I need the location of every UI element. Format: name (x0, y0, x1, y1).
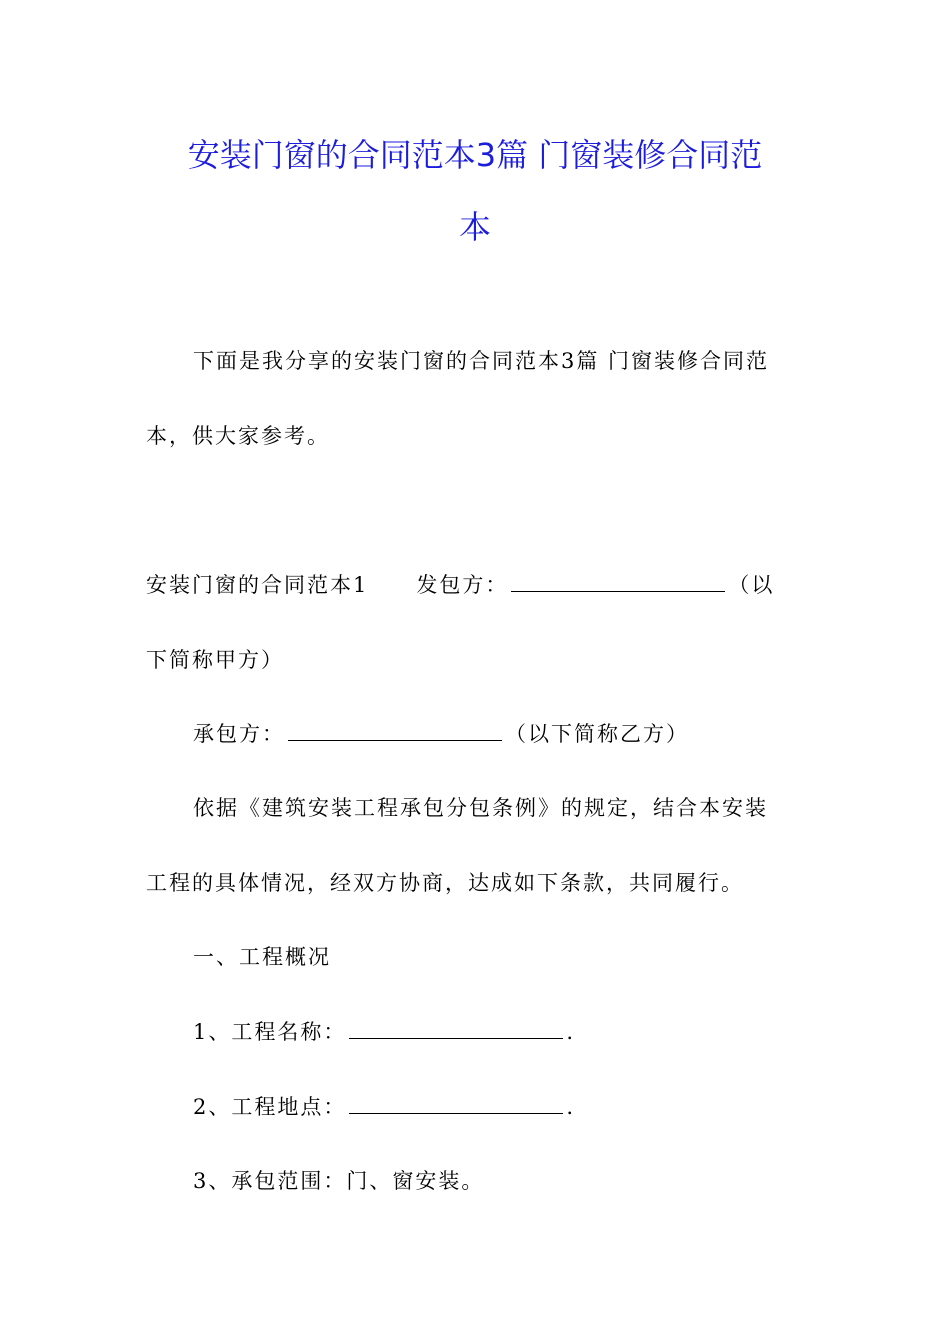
party-b-suffix: （以下简称乙方） (505, 722, 689, 746)
section-1-heading: 安装门窗的合同范本1 (146, 573, 369, 597)
basis-paragraph-line-1: 依据《建筑安装工程承包分包条例》的规定，结合本安装 (193, 796, 768, 820)
party-a-line-2: 下简称甲方） (146, 648, 284, 672)
intro-paragraph-line-2: 本，供大家参考。 (146, 424, 330, 448)
document-title-line-1: 安装门窗的合同范本3篇 门窗装修合同范 (187, 136, 763, 174)
party-b-label: 承包方： (193, 722, 285, 746)
party-b-line (193, 720, 689, 748)
party-a-suffix: （以 (728, 573, 775, 597)
document-title-line-2: 本 (458, 208, 491, 246)
party-a-line (146, 571, 774, 599)
item-2-blank (349, 1093, 563, 1114)
item-1-suffix: . (566, 1020, 576, 1044)
item-1-label: 1、工程名称： (193, 1020, 347, 1044)
item-3-line: 3、承包范围：门、窗安装。 (193, 1169, 485, 1193)
overview-heading: 一、工程概况 (193, 945, 331, 969)
item-2-suffix: . (566, 1095, 576, 1119)
item-1-line (193, 1018, 575, 1046)
item-2-label: 2、工程地点： (193, 1095, 347, 1119)
party-a-label: 发包方： (416, 573, 509, 597)
item-2-line (193, 1093, 575, 1121)
basis-paragraph-line-2: 工程的具体情况，经双方协商，达成如下条款，共同履行。 (146, 871, 744, 895)
intro-paragraph-line-1: 下面是我分享的安装门窗的合同范本3篇 门窗装修合同范 (193, 349, 770, 373)
party-b-blank (288, 720, 502, 741)
party-a-blank (511, 571, 725, 592)
item-1-blank (349, 1018, 563, 1039)
